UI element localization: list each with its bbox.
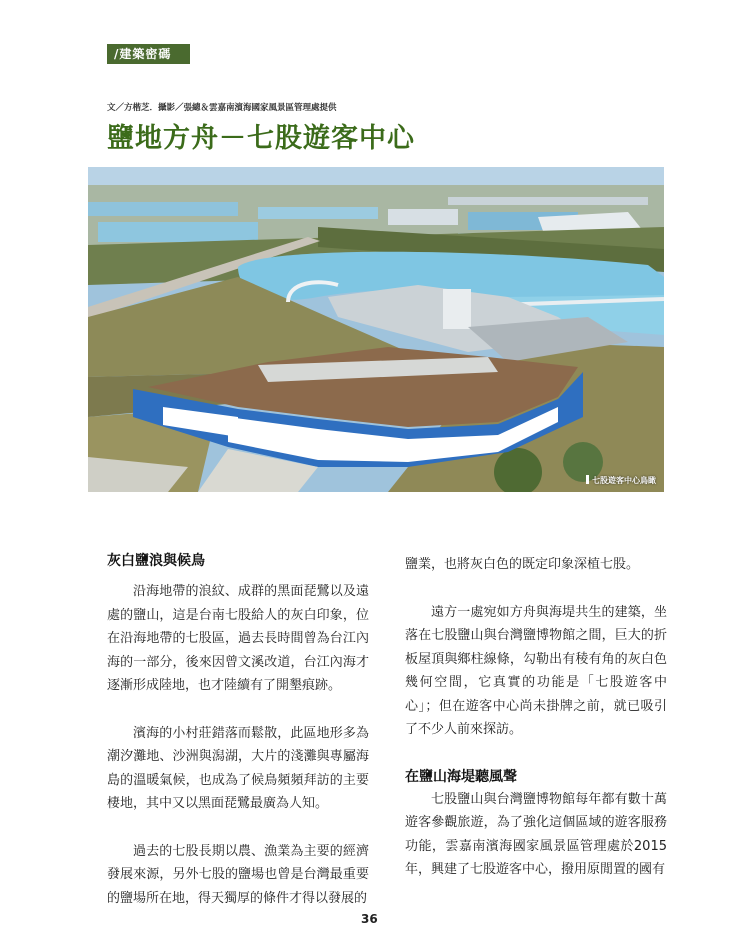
aerial-photo (88, 167, 664, 492)
paragraph: 七股鹽山與台灣鹽博物館每年都有數十萬遊客參觀旅遊，為了強化這個區域的遊客服務功能，雲嘉南濱海國家風景區管理處於2015年，興建了七股遊客中心，撥用原閒置的國有 (405, 791, 667, 877)
paragraph: 濱海的小村莊錯落而鬆散，此區地形多為潮汐灘地、沙洲與潟湖，大片的淺灘與專屬海島的溫暖氣候，也成為了候鳥頻頻拜訪的主要棲地，其中又以黑面琵鷺最廣為人知。 (107, 725, 369, 811)
left-column (107, 550, 369, 910)
paragraph: 遠方一處宛如方舟與海堤共生的建築，坐落在七股鹽山與台灣鹽博物館之間，巨大的折板屋頂與鄉柱線條，勾勒出有稜有角的灰白色幾何空間，它真實的功能是「七股遊客中心」；但在遊客中心尚未掛牌之前，就已吸引了不少人前來探訪。 (405, 604, 667, 737)
section-tag: /建築密碼 (107, 44, 190, 64)
paragraph-continuation: 鹽業，也將灰白色的既定印象深植七股。 (405, 557, 640, 572)
aerial-illustration (88, 167, 664, 492)
credits-line: 文／方楷芝．攝影／張總＆雲嘉南濱海國家風景區管理處提供 (107, 103, 337, 113)
article-title: 鹽地方舟－七股遊客中心 (107, 123, 415, 154)
paragraph: 沿海地帶的浪紋、成群的黑面琵鷺以及遠處的鹽山，這是台南七股給人的灰白印象，位在沿海地帶的七股區，過去長時間曾為台江內海的一部分，後來因曾文溪改道，台江內海才逐漸形成陸地，也才陸續有了開墾痕跡。 (107, 584, 369, 693)
photo-caption: 七股遊客中心鳥瞰 (586, 475, 656, 486)
section-heading-1: 灰白鹽浪與候鳥 (107, 553, 205, 569)
right-column (405, 553, 667, 882)
section-heading-2: 在鹽山海堤聽風聲 (405, 768, 517, 785)
paragraph: 過去的七股長期以農、漁業為主要的經濟發展來源，另外七股的鹽場也曾是台灣最重要的鹽場所在地，得天獨厚的條件才得以發展的 (107, 843, 369, 906)
page-number: 36 (361, 912, 378, 926)
